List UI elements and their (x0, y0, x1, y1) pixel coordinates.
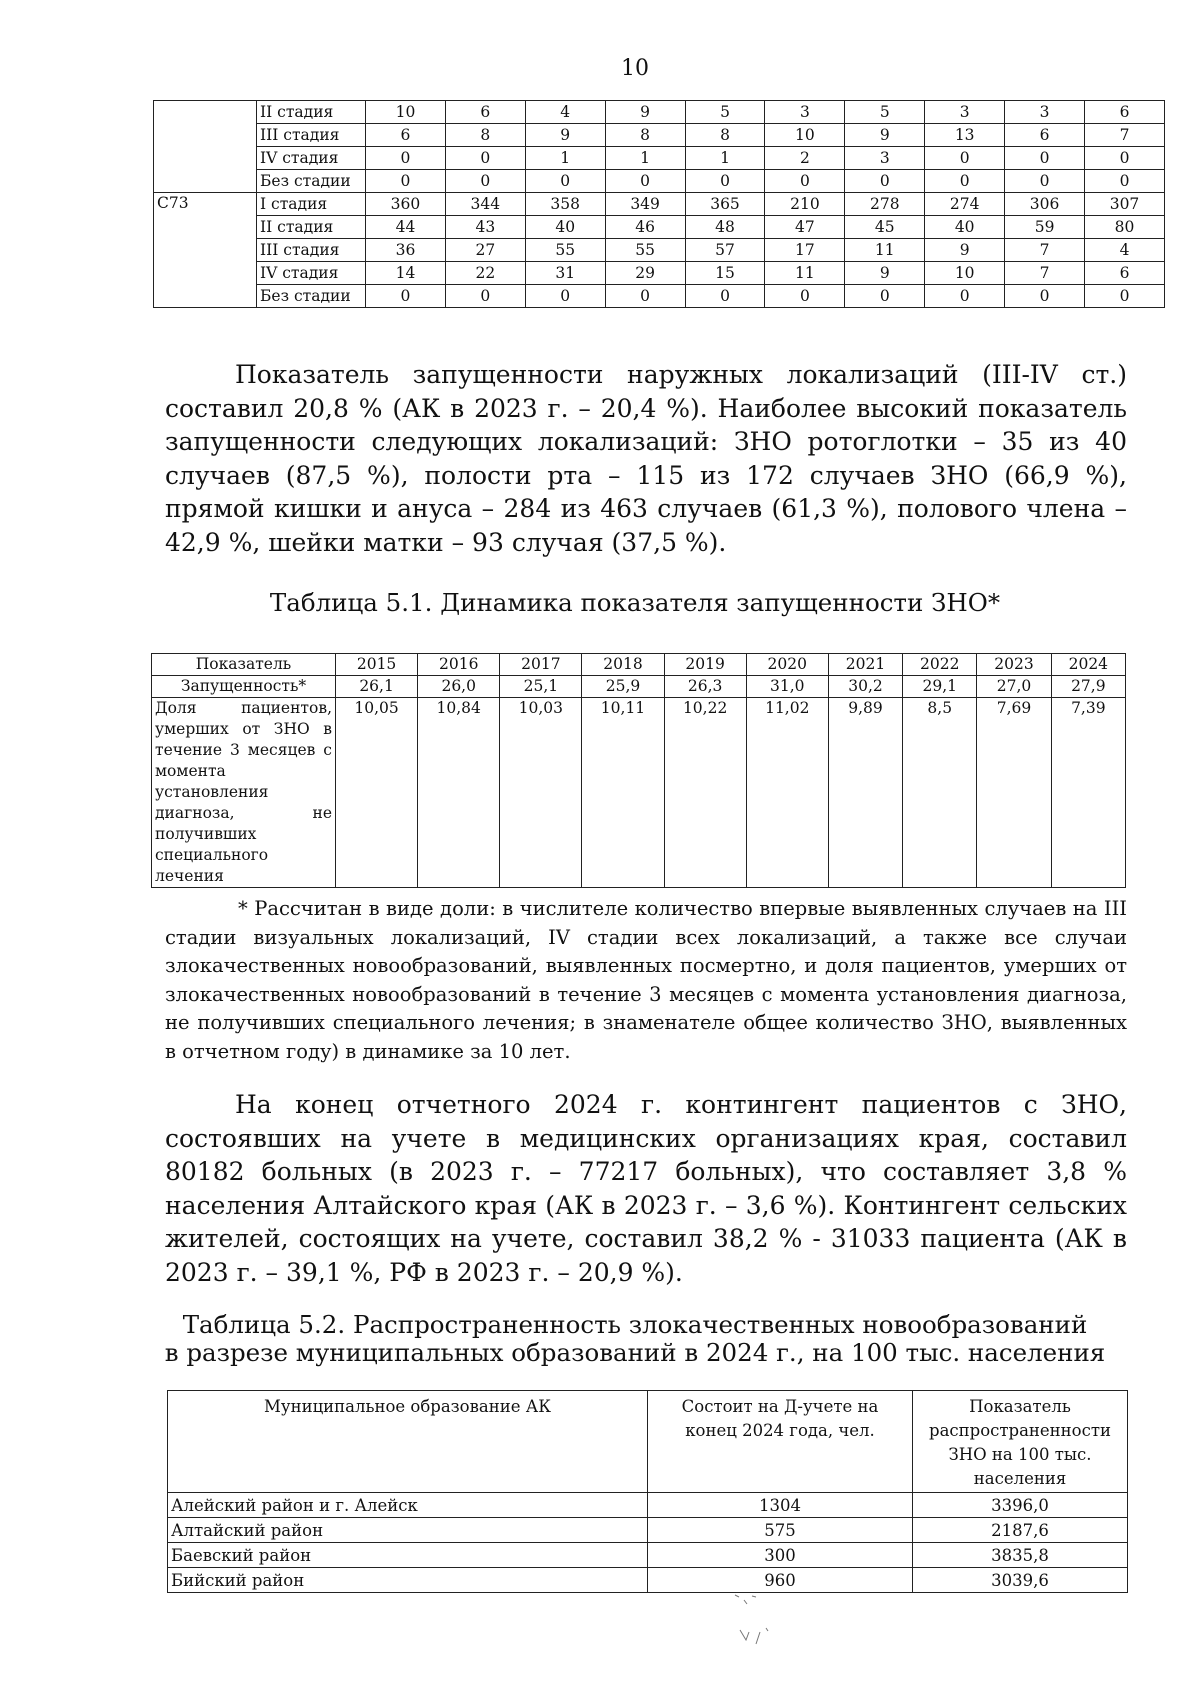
table-5-2-registered: 575 (648, 1518, 913, 1543)
table-5-2-municipality: Алейский район и г. Алейск (168, 1493, 648, 1518)
stage-table-cell: 358 (525, 193, 605, 216)
table-5-1-row-label: Запущенность* (152, 676, 336, 698)
stage-table-cell: 0 (366, 285, 446, 308)
stage-table-cell: 55 (525, 239, 605, 262)
stage-table-stage: IV стадия (257, 147, 366, 170)
paragraph-neglect-index: Показатель запущенности наружных локализаций (III-IV ст.) составил 20,8 % (АК в 2023 г. – 20,4 %). Наиболее высокий показатель запущенности следующих локализаций: ЗНО ротоглотки – 35 из 40 случаев (87,5 %), полости рта – 115 из 172 случаев ЗНО (66,9 %), прямой кишки и ануса – 284 из 463 случаев (61,3 %), полового члена – 42,9 %, шейки матки – 93 случая (37,5 %). (165, 360, 1127, 557)
table-5-2-registered: 1304 (648, 1493, 913, 1518)
table-5-1-header-label: Показатель (152, 654, 336, 676)
table-5-1-year: 2015 (336, 654, 418, 676)
stage-table-cell: 0 (605, 170, 685, 193)
table-5-1-row-label: Доля пациентов, умерших от ЗНО в течение 3 месяцев с момента установления диагноза, не получивших специального лечения (152, 698, 336, 888)
stage-table-cell: 278 (845, 193, 925, 216)
stage-table-cell: 0 (525, 285, 605, 308)
table-5-1-cell: 7,69 (977, 698, 1051, 888)
table-5-2-registered: 300 (648, 1543, 913, 1568)
stage-table-cell: 8 (605, 124, 685, 147)
stage-table-cell: 2 (765, 147, 845, 170)
stage-table-cell: 6 (366, 124, 446, 147)
table-5-1-cell: 9,89 (828, 698, 902, 888)
table-5-1-cell: 31,0 (746, 676, 828, 698)
stage-table-cell: 6 (1005, 124, 1085, 147)
stage-table-stage: Без стадии (257, 285, 366, 308)
stage-table-cell: 9 (845, 262, 925, 285)
stage-table-cell: 0 (366, 147, 446, 170)
table-5-2 (167, 1390, 1128, 1593)
table-5-1-cell: 10,05 (336, 698, 418, 888)
table-5-1-year: 2018 (582, 654, 664, 676)
stage-table-cell: 7 (1005, 239, 1085, 262)
stage-table-cell: 0 (845, 285, 925, 308)
stage-table-cell: 360 (366, 193, 446, 216)
stage-table-cell: 22 (445, 262, 525, 285)
table-5-1-caption: Таблица 5.1. Динамика показателя запущенности ЗНО* (269, 588, 1001, 617)
table-5-1-cell: 11,02 (746, 698, 828, 888)
stage-table-cell: 0 (445, 147, 525, 170)
table-5-1-cell: 30,2 (828, 676, 902, 698)
table-5-2-registered: 960 (648, 1568, 913, 1593)
stage-table-cell: 3 (845, 147, 925, 170)
stage-table-cell: 0 (925, 285, 1005, 308)
table-5-1-cell: 10,84 (418, 698, 500, 888)
stage-table-cell: 46 (605, 216, 685, 239)
stage-table-cell: 0 (765, 170, 845, 193)
table-5-1-row-neglect (152, 676, 1126, 698)
table-5-1-year: 2023 (977, 654, 1051, 676)
stage-table-stage: Без стадии (257, 170, 366, 193)
stage-table-cell: 0 (366, 170, 446, 193)
stage-table-stage: III стадия (257, 124, 366, 147)
stage-table-cell: 210 (765, 193, 845, 216)
stage-table-cell: 14 (366, 262, 446, 285)
stage-table-row (154, 216, 1165, 239)
stage-table-cell: 0 (1085, 170, 1165, 193)
stage-table-cell: 274 (925, 193, 1005, 216)
stage-table-cell: 365 (685, 193, 765, 216)
stage-table-cell: 0 (445, 285, 525, 308)
stage-table-cell: 6 (1085, 262, 1165, 285)
table-5-1-cell: 27,9 (1051, 676, 1125, 698)
stage-table-row (154, 262, 1165, 285)
stage-table-cell: 7 (1085, 124, 1165, 147)
stage-table-cell: 4 (1085, 239, 1165, 262)
stage-table-cell: 349 (605, 193, 685, 216)
stage-table-stage: II стадия (257, 101, 366, 124)
stage-table-cell: 0 (445, 170, 525, 193)
stage-table-cell: 8 (685, 124, 765, 147)
stage-table-cell: 11 (845, 239, 925, 262)
stage-table-cell: 307 (1085, 193, 1165, 216)
table-5-2-prevalence: 2187,6 (913, 1518, 1128, 1543)
table-5-1-year: 2019 (664, 654, 746, 676)
table-5-1 (151, 653, 1126, 888)
stage-table-row (154, 170, 1165, 193)
stage-table-cell: 17 (765, 239, 845, 262)
stage-table-cell: 55 (605, 239, 685, 262)
table-5-1-year: 2016 (418, 654, 500, 676)
stage-table-cell: 6 (445, 101, 525, 124)
table-5-2-row (168, 1518, 1128, 1543)
table-5-1-header-row (152, 654, 1126, 676)
stage-table-cell: 9 (845, 124, 925, 147)
stage-table-stage: III стадия (257, 239, 366, 262)
stage-table-cell: 0 (1005, 170, 1085, 193)
table-5-2-header-row (168, 1391, 1128, 1493)
table-5-2-municipality: Алтайский район (168, 1518, 648, 1543)
stage-table-cell: 9 (605, 101, 685, 124)
stage-table-cell: 8 (445, 124, 525, 147)
stage-table-stage: II стадия (257, 216, 366, 239)
table-5-1-cell: 25,9 (582, 676, 664, 698)
table-5-1-cell: 10,22 (664, 698, 746, 888)
stage-table-cell: 3 (1005, 101, 1085, 124)
table-5-1-cell: 26,0 (418, 676, 500, 698)
table-5-2-header-prevalence: Показатель распространенности ЗНО на 100 тыс. населения (913, 1391, 1128, 1493)
stage-table-row (154, 285, 1165, 308)
stage-table-stage: I стадия (257, 193, 366, 216)
stage-table-cell: 0 (525, 170, 605, 193)
paragraph-contingent: На конец отчетного 2024 г. контингент пациентов с ЗНО, состоявших на учете в медицинских организациях края, составил 80182 больных (в 2023 г. – 77217 больных), что составляет 3,8 % населения Алтайского края (АК в 2023 г. – 3,6 %). Контингент сельских жителей, состоящих на учете, составил 38,2 % - 31033 пациента (АК в 2023 г. – 39,1 %, РФ в 2023 г. – 20,9 %). (165, 1090, 1127, 1287)
stage-table-cell: 7 (1005, 262, 1085, 285)
stage-table-cell: 0 (605, 285, 685, 308)
stage-table-cell: 1 (685, 147, 765, 170)
stage-table-row (154, 193, 1165, 216)
table-5-1-cell: 8,5 (903, 698, 977, 888)
table-5-2-municipality: Бийский район (168, 1568, 648, 1593)
stage-table-cell: 3 (925, 101, 1005, 124)
stage-table-cell: 0 (925, 170, 1005, 193)
stage-table-cell: 0 (1005, 147, 1085, 170)
stage-table-cell: 5 (685, 101, 765, 124)
table-5-1-footnote: * Рассчитан в виде доли: в числителе количество впервые выявленных случаев на III стадии визуальных локализаций, IV стадии всех локализаций, а также все случаи злокачественных новообразований, выявленных посмертно, и доля пациентов, умерших от злокачественных новообразований в течение 3 месяцев с момента установления диагноза, не получивших специального лечения; в знаменателе общее количество ЗНО, выявленных в отчетном году) в динамике за 10 лет. (165, 897, 1127, 1063)
stage-table-cell: 27 (445, 239, 525, 262)
stage-table-cell: 59 (1005, 216, 1085, 239)
table-5-1-cell: 26,1 (336, 676, 418, 698)
stage-table-cell: 5 (845, 101, 925, 124)
table-5-1-year: 2022 (903, 654, 977, 676)
stage-table-cell: 45 (845, 216, 925, 239)
stage-table-code: C73 (154, 193, 257, 308)
stage-table-row (154, 124, 1165, 147)
table-5-1-year: 2017 (500, 654, 582, 676)
stage-table-cell: 1 (525, 147, 605, 170)
stage-table-cell: 10 (925, 262, 1005, 285)
stage-table-cell: 47 (765, 216, 845, 239)
page-number: 10 (621, 56, 649, 81)
table-5-2-row (168, 1568, 1128, 1593)
stage-table-row (154, 101, 1165, 124)
table-5-2-row (168, 1493, 1128, 1518)
stage-table-cell: 0 (1085, 147, 1165, 170)
stage-table-cell: 10 (366, 101, 446, 124)
stage-table-cell: 0 (685, 285, 765, 308)
stage-table-cell: 0 (1085, 285, 1165, 308)
stage-table-cell: 0 (685, 170, 765, 193)
stage-table-cell: 48 (685, 216, 765, 239)
stage-table-cell: 306 (1005, 193, 1085, 216)
table-5-2-header-municipality: Муниципальное образование АК (168, 1391, 648, 1493)
table-5-1-year: 2024 (1051, 654, 1125, 676)
table-5-1-row-mortality (152, 698, 1126, 888)
stage-table-cell: 344 (445, 193, 525, 216)
stage-table-code (154, 101, 257, 193)
stage-table-cell: 43 (445, 216, 525, 239)
stage-table-row (154, 239, 1165, 262)
table-5-2-prevalence: 3835,8 (913, 1543, 1128, 1568)
stage-table-cell: 10 (765, 124, 845, 147)
stage-table-cell: 4 (525, 101, 605, 124)
stage-table-cell: 0 (1005, 285, 1085, 308)
table-5-2-row (168, 1543, 1128, 1568)
stage-table-cell: 31 (525, 262, 605, 285)
stage-table-cell: 11 (765, 262, 845, 285)
table-5-2-header-registered: Состоит на Д-учете на конец 2024 года, чел. (648, 1391, 913, 1493)
stage-table-cell: 40 (525, 216, 605, 239)
stage-table-cell: 3 (765, 101, 845, 124)
stage-table-cell: 44 (366, 216, 446, 239)
stage-table-cell: 36 (366, 239, 446, 262)
stage-table-cell: 57 (685, 239, 765, 262)
table-5-1-cell: 27,0 (977, 676, 1051, 698)
stage-table-cell: 13 (925, 124, 1005, 147)
stage-table-cell: 80 (1085, 216, 1165, 239)
stage-table-row (154, 147, 1165, 170)
table-5-2-caption-line2: в разрезе муниципальных образований в 2024 г., на 100 тыс. населения (164, 1338, 1106, 1367)
table-5-2-prevalence: 3039,6 (913, 1568, 1128, 1593)
stage-table-cell: 9 (925, 239, 1005, 262)
stage-table-cell: 40 (925, 216, 1005, 239)
stage-table-cell: 9 (525, 124, 605, 147)
stage-table-cell: 1 (605, 147, 685, 170)
table-5-1-cell: 29,1 (903, 676, 977, 698)
stage-table (153, 100, 1165, 308)
table-5-2-caption-line1: Таблица 5.2. Распространенность злокачественных новообразований (182, 1310, 1088, 1339)
stage-table-cell: 6 (1085, 101, 1165, 124)
table-5-2-municipality: Баевский район (168, 1543, 648, 1568)
stage-table-cell: 15 (685, 262, 765, 285)
stage-table-stage: IV стадия (257, 262, 366, 285)
scan-artifact (730, 1590, 790, 1660)
stage-table-cell: 0 (845, 170, 925, 193)
stage-table-cell: 0 (765, 285, 845, 308)
table-5-1-cell: 25,1 (500, 676, 582, 698)
table-5-2-prevalence: 3396,0 (913, 1493, 1128, 1518)
stage-table-cell: 0 (925, 147, 1005, 170)
table-5-1-cell: 10,11 (582, 698, 664, 888)
table-5-1-year: 2020 (746, 654, 828, 676)
stage-table-cell: 29 (605, 262, 685, 285)
table-5-1-cell: 7,39 (1051, 698, 1125, 888)
table-5-1-cell: 10,03 (500, 698, 582, 888)
table-5-1-year: 2021 (828, 654, 902, 676)
table-5-1-cell: 26,3 (664, 676, 746, 698)
